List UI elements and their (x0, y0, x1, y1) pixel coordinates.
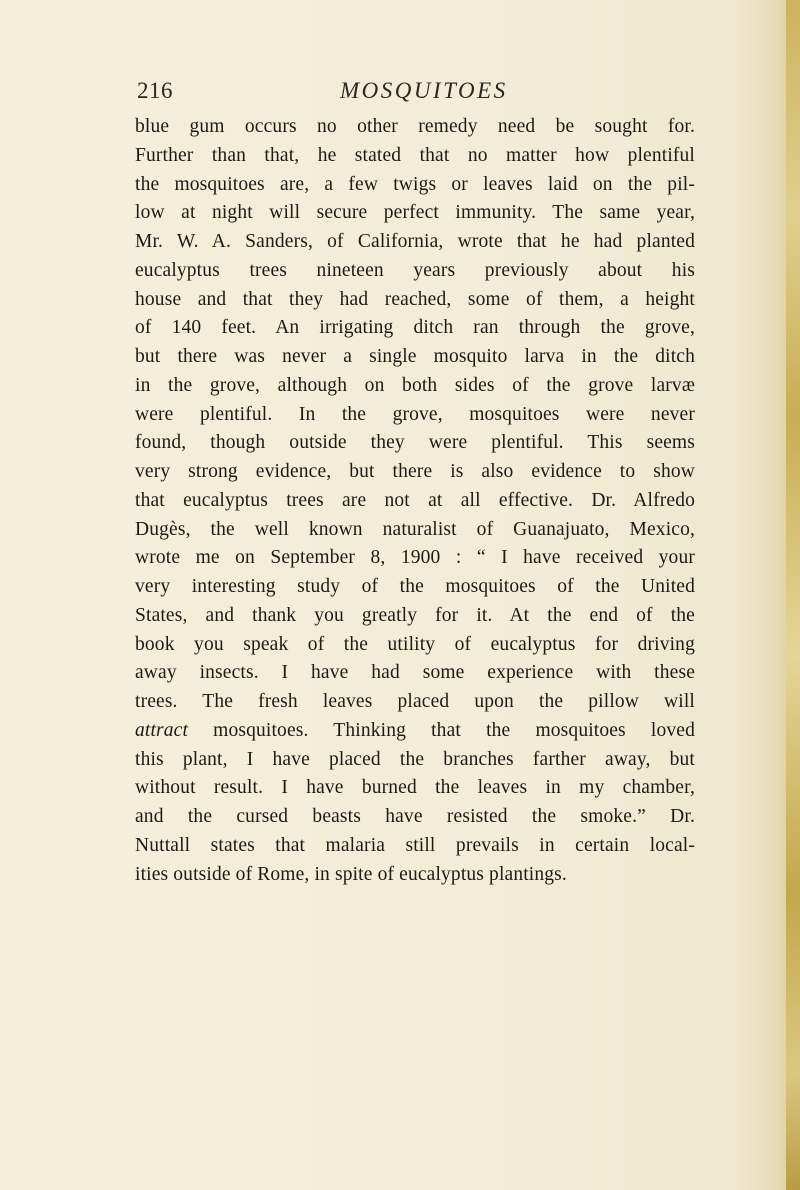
text-line: of 140 feet. An irrigating ditch ran through the grove, (135, 317, 695, 339)
text-line: very strong evidence, but there is also evidence to show (135, 461, 695, 482)
text-line (135, 717, 695, 746)
text-line: in the grove, although on both sides of the grove larvæ (135, 374, 695, 396)
text-line: without result. I have burned the leaves in my chamber, (135, 777, 695, 799)
text-line: away insects. I have had some experience with these (135, 662, 695, 684)
text-line: house and that they had reached, some of them, a height (135, 288, 695, 310)
text-line: Dugès, the well known naturalist of Guanajuato, Mexico, (135, 518, 695, 540)
text-line: Mr. W. A. Sanders, of California, wrote that he had planted (135, 231, 695, 252)
page-edge (786, 0, 800, 1190)
text-line: but there was never a single mosquito larva in the ditch (135, 346, 695, 367)
text-line: were plentiful. In the grove, mosquitoes were never (135, 403, 695, 425)
text-line: book you speak of the utility of eucalyptus for driving (135, 633, 695, 655)
text-line: that eucalyptus trees are not at all effective. Dr. Alfredo (135, 489, 695, 511)
text-line: blue gum occurs no other remedy need be sought for. (135, 116, 695, 137)
text-line: trees. The fresh leaves placed upon the pillow will (135, 691, 695, 712)
text-line: wrote me on September 8, 1900 : “ I have received your (135, 547, 695, 569)
text-line: States, and thank you greatly for it. At the end of the (135, 604, 695, 626)
text-line: found, though outside they were plentiful. This seems (135, 432, 695, 454)
text-line: this plant, I have placed the branches farther away, but (135, 748, 695, 770)
text-line: very interesting study of the mosquitoes of the United (135, 576, 695, 597)
text-line: low at night will secure perfect immunity. The same year, (135, 202, 695, 224)
page-number: 216 (137, 78, 173, 103)
text-line: Further than that, he stated that no matter how plentiful (135, 144, 695, 166)
text-line: and the cursed beasts have resisted the smoke.” Dr. (135, 806, 695, 827)
running-head: MOSQUITOES (340, 78, 508, 103)
text-line: eucalyptus trees nineteen years previously about his (135, 259, 695, 281)
text-line-rest: mosquitoes. Thinking that the mosquitoes loved (188, 719, 695, 741)
text-line: Nuttall states that malaria still prevails in certain local- (135, 834, 695, 856)
text-line: the mosquitoes are, a few twigs or leaves laid on the pil- (135, 173, 695, 195)
page-header (135, 78, 695, 108)
text-line: ities outside of Rome, in spite of eucalyptus plantings. (135, 863, 567, 885)
italic-word: attract (135, 719, 189, 741)
body-text (135, 113, 695, 889)
